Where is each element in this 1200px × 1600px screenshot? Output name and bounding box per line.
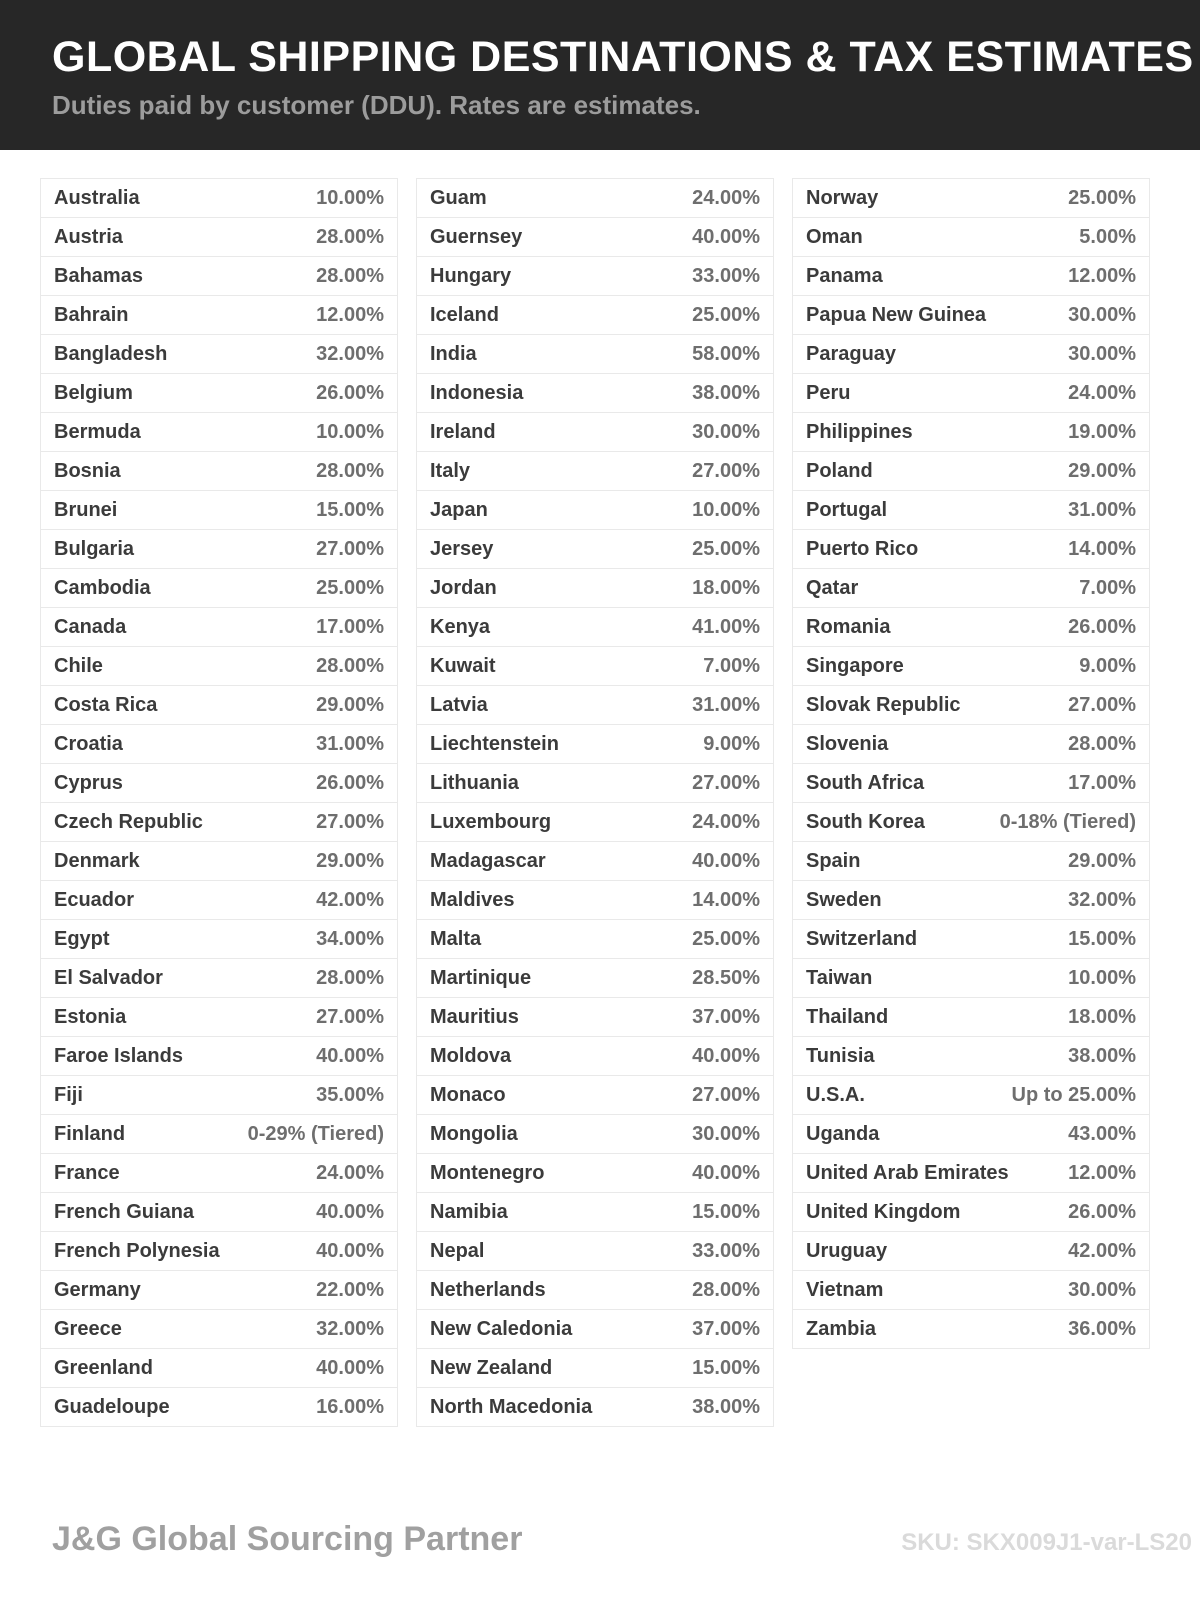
table-row (417, 803, 773, 842)
table-row (41, 374, 397, 413)
country-name: Bahrain (54, 303, 129, 326)
tax-rate-value: 14.00% (1068, 537, 1136, 560)
country-name: Madagascar (430, 849, 546, 872)
country-name: Finland (54, 1122, 126, 1145)
tax-rate-value: 38.00% (692, 381, 760, 404)
brand-name: J&G Global Sourcing Partner (52, 1520, 523, 1558)
table-row (41, 296, 397, 335)
tax-rate-value: 40.00% (692, 1161, 760, 1184)
country-name: Bosnia (54, 459, 121, 482)
country-name: Qatar (806, 576, 859, 599)
tax-rate-value: 33.00% (692, 264, 760, 287)
tax-rate-value: 10.00% (316, 186, 384, 209)
table-row (41, 491, 397, 530)
page-subtitle: Duties paid by customer (DDU). Rates are estimates. (52, 90, 701, 121)
tax-rate-value: 25.00% (316, 576, 384, 599)
country-name: Slovenia (806, 732, 889, 755)
country-name: Greece (54, 1317, 122, 1340)
country-name: Nepal (430, 1239, 485, 1262)
country-name: Malta (430, 927, 482, 950)
country-name: Czech Republic (54, 810, 203, 833)
tax-rate-value: 33.00% (692, 1239, 760, 1262)
country-name: Egypt (54, 927, 110, 950)
country-name: Croatia (54, 732, 123, 755)
country-name: U.S.A. (806, 1083, 865, 1106)
tax-rate-value: 40.00% (316, 1356, 384, 1379)
tax-rate-value: 40.00% (316, 1044, 384, 1067)
table-row (417, 1076, 773, 1115)
table-row (41, 1076, 397, 1115)
country-name: Belgium (54, 381, 133, 404)
country-name: New Zealand (430, 1356, 553, 1379)
country-name: Brunei (54, 498, 118, 521)
country-name: France (54, 1161, 120, 1184)
country-name: United Kingdom (806, 1200, 961, 1223)
table-row (417, 491, 773, 530)
country-name: Moldova (430, 1044, 512, 1067)
table-row (793, 1076, 1149, 1115)
table-row (793, 1193, 1149, 1232)
tax-rate-value: 18.00% (692, 576, 760, 599)
tax-rate-value: 30.00% (1068, 342, 1136, 365)
country-name: North Macedonia (430, 1395, 593, 1418)
country-name: Italy (430, 459, 471, 482)
country-name: Philippines (806, 420, 913, 443)
table-row (41, 1232, 397, 1271)
country-name: Latvia (430, 693, 488, 716)
country-name: Maldives (430, 888, 515, 911)
country-name: Portugal (806, 498, 888, 521)
tax-rate-value: 58.00% (692, 342, 760, 365)
tax-rate-value: 17.00% (316, 615, 384, 638)
tax-rate-value: 42.00% (1068, 1239, 1136, 1262)
table-row (793, 1271, 1149, 1310)
table-row (41, 218, 397, 257)
tax-rate-value: 28.00% (1068, 732, 1136, 755)
tax-rate-value: 32.00% (1068, 888, 1136, 911)
country-name: Cambodia (54, 576, 151, 599)
table-row (793, 1310, 1149, 1348)
country-name: Singapore (806, 654, 904, 677)
table-row (793, 647, 1149, 686)
table-row (41, 998, 397, 1037)
table-row (793, 1037, 1149, 1076)
table-row (41, 1388, 397, 1426)
rates-table-column-3 (792, 178, 1150, 1349)
tax-rate-value: 16.00% (316, 1395, 384, 1418)
tax-rate-value: 29.00% (316, 693, 384, 716)
table-row (41, 647, 397, 686)
tax-rate-value: 25.00% (1068, 186, 1136, 209)
table-row (417, 1115, 773, 1154)
tax-rate-value: 29.00% (1068, 849, 1136, 872)
tax-rate-value: Up to 25.00% (1011, 1083, 1136, 1106)
country-name: Romania (806, 615, 891, 638)
tax-rate-value: 27.00% (316, 1005, 384, 1028)
tax-rate-value: 12.00% (316, 303, 384, 326)
table-row (793, 257, 1149, 296)
page-footer (52, 1520, 1192, 1559)
tax-rate-value: 25.00% (692, 537, 760, 560)
country-name: Luxembourg (430, 810, 552, 833)
tax-rate-value: 31.00% (316, 732, 384, 755)
tax-rate-value: 32.00% (316, 342, 384, 365)
tax-rate-value: 0-18% (Tiered) (999, 810, 1136, 833)
tax-rate-value: 25.00% (692, 303, 760, 326)
country-name: Japan (430, 498, 488, 521)
tax-rate-value: 26.00% (316, 771, 384, 794)
tax-rate-value: 27.00% (316, 537, 384, 560)
country-name: South Korea (806, 810, 925, 833)
table-row (417, 530, 773, 569)
tax-rate-value: 26.00% (1068, 615, 1136, 638)
table-row (793, 569, 1149, 608)
country-name: Thailand (806, 1005, 889, 1028)
table-row (41, 608, 397, 647)
country-name: Papua New Guinea (806, 303, 987, 326)
tax-rate-value: 28.00% (316, 654, 384, 677)
tax-rate-value: 40.00% (316, 1200, 384, 1223)
tax-rate-value: 28.00% (316, 264, 384, 287)
country-name: Germany (54, 1278, 141, 1301)
country-name: Paraguay (806, 342, 897, 365)
country-name: El Salvador (54, 966, 163, 989)
table-row (793, 179, 1149, 218)
table-row (41, 725, 397, 764)
tax-rates-tables (40, 178, 1150, 1427)
country-name: Vietnam (806, 1278, 884, 1301)
table-row (417, 1037, 773, 1076)
tax-rate-value: 15.00% (1068, 927, 1136, 950)
table-row (41, 179, 397, 218)
tax-rate-value: 17.00% (1068, 771, 1136, 794)
table-row (793, 842, 1149, 881)
table-row (793, 1115, 1149, 1154)
table-row (417, 1271, 773, 1310)
tax-rate-value: 10.00% (1068, 966, 1136, 989)
country-name: Guadeloupe (54, 1395, 170, 1418)
tax-rate-value: 27.00% (316, 810, 384, 833)
table-row (417, 1154, 773, 1193)
table-row (793, 1232, 1149, 1271)
country-name: Australia (54, 186, 140, 209)
tax-rate-value: 15.00% (692, 1200, 760, 1223)
tax-rate-value: 15.00% (316, 498, 384, 521)
tax-rate-value: 9.00% (1079, 654, 1136, 677)
tax-rate-value: 24.00% (692, 186, 760, 209)
table-row (41, 920, 397, 959)
country-name: Puerto Rico (806, 537, 919, 560)
table-row (417, 1310, 773, 1349)
country-name: Spain (806, 849, 861, 872)
table-row (793, 764, 1149, 803)
table-row (417, 959, 773, 998)
country-name: Panama (806, 264, 883, 287)
table-row (417, 998, 773, 1037)
country-name: Bangladesh (54, 342, 168, 365)
table-row (417, 881, 773, 920)
country-name: Bahamas (54, 264, 143, 287)
country-name: Jersey (430, 537, 494, 560)
table-row (793, 998, 1149, 1037)
tax-rate-value: 12.00% (1068, 1161, 1136, 1184)
tax-rate-value: 40.00% (692, 1044, 760, 1067)
table-row (793, 413, 1149, 452)
page-title: GLOBAL SHIPPING DESTINATIONS & TAX ESTIMATES (52, 33, 1194, 81)
table-row (417, 179, 773, 218)
country-name: Ireland (430, 420, 496, 443)
country-name: Kuwait (430, 654, 496, 677)
table-row (41, 452, 397, 491)
tax-rate-value: 40.00% (692, 225, 760, 248)
tax-rate-value: 5.00% (1079, 225, 1136, 248)
table-row (41, 686, 397, 725)
country-name: Martinique (430, 966, 532, 989)
table-row (41, 1271, 397, 1310)
country-name: New Caledonia (430, 1317, 573, 1340)
table-row (417, 764, 773, 803)
tax-rate-value: 30.00% (1068, 1278, 1136, 1301)
table-row (793, 920, 1149, 959)
country-name: Bulgaria (54, 537, 135, 560)
table-row (41, 1154, 397, 1193)
tax-rate-value: 30.00% (692, 1122, 760, 1145)
country-name: Slovak Republic (806, 693, 961, 716)
tax-rate-value: 10.00% (692, 498, 760, 521)
tax-rate-value: 43.00% (1068, 1122, 1136, 1145)
country-name: Zambia (806, 1317, 877, 1340)
country-name: Indonesia (430, 381, 524, 404)
table-row (41, 842, 397, 881)
tax-rate-value: 41.00% (692, 615, 760, 638)
tax-rate-value: 37.00% (692, 1317, 760, 1340)
tax-rate-value: 31.00% (1068, 498, 1136, 521)
country-name: Bermuda (54, 420, 141, 443)
tax-rate-value: 42.00% (316, 888, 384, 911)
tax-rate-value: 25.00% (692, 927, 760, 950)
rates-table-column-1 (40, 178, 398, 1427)
table-row (41, 335, 397, 374)
country-name: Mongolia (430, 1122, 518, 1145)
country-name: Faroe Islands (54, 1044, 183, 1067)
table-row (417, 1388, 773, 1426)
table-row (793, 959, 1149, 998)
table-row (417, 608, 773, 647)
tax-rate-value: 22.00% (316, 1278, 384, 1301)
country-name: Norway (806, 186, 879, 209)
tax-rate-value: 40.00% (692, 849, 760, 872)
country-name: Monaco (430, 1083, 506, 1106)
table-row (417, 686, 773, 725)
table-row (41, 569, 397, 608)
country-name: Guam (430, 186, 487, 209)
table-row (41, 413, 397, 452)
table-row (41, 881, 397, 920)
country-name: Lithuania (430, 771, 519, 794)
rates-table-column-2 (416, 178, 774, 1427)
table-row (417, 1193, 773, 1232)
table-row (793, 608, 1149, 647)
table-row (417, 218, 773, 257)
tax-rate-value: 35.00% (316, 1083, 384, 1106)
tax-rate-value: 40.00% (316, 1239, 384, 1262)
table-row (417, 296, 773, 335)
table-row (793, 491, 1149, 530)
country-name: Poland (806, 459, 873, 482)
tax-rate-value: 32.00% (316, 1317, 384, 1340)
tax-rate-value: 30.00% (1068, 303, 1136, 326)
country-name: South Africa (806, 771, 925, 794)
tax-rate-value: 24.00% (692, 810, 760, 833)
table-row (417, 1232, 773, 1271)
tax-rate-value: 28.00% (316, 225, 384, 248)
table-row (417, 452, 773, 491)
country-name: Denmark (54, 849, 140, 872)
country-name: Kenya (430, 615, 491, 638)
sku-label: SKU: SKX009J1-var-LS20 (901, 1529, 1192, 1556)
tax-rate-value: 29.00% (1068, 459, 1136, 482)
table-row (41, 1349, 397, 1388)
tax-rate-value: 7.00% (703, 654, 760, 677)
table-row (417, 569, 773, 608)
country-name: Costa Rica (54, 693, 158, 716)
country-name: Montenegro (430, 1161, 545, 1184)
table-row (793, 296, 1149, 335)
tax-rate-value: 26.00% (316, 381, 384, 404)
table-row (793, 530, 1149, 569)
table-row (417, 374, 773, 413)
table-row (41, 1115, 397, 1154)
tax-rate-value: 36.00% (1068, 1317, 1136, 1340)
table-row (793, 803, 1149, 842)
country-name: Canada (54, 615, 127, 638)
tax-rate-value: 7.00% (1079, 576, 1136, 599)
table-row (417, 920, 773, 959)
table-row (793, 1154, 1149, 1193)
country-name: Chile (54, 654, 103, 677)
country-name: Mauritius (430, 1005, 519, 1028)
tax-rate-value: 0-29% (Tiered) (247, 1122, 384, 1145)
tax-rate-value: 15.00% (692, 1356, 760, 1379)
tax-rate-value: 37.00% (692, 1005, 760, 1028)
table-row (41, 257, 397, 296)
table-row (417, 647, 773, 686)
table-row (417, 842, 773, 881)
country-name: Liechtenstein (430, 732, 559, 755)
country-name: Switzerland (806, 927, 918, 950)
table-row (417, 335, 773, 374)
tax-rate-value: 19.00% (1068, 420, 1136, 443)
tax-rate-value: 28.50% (692, 966, 760, 989)
tax-rate-value: 18.00% (1068, 1005, 1136, 1028)
tax-rate-value: 27.00% (692, 459, 760, 482)
country-name: Fiji (54, 1083, 83, 1106)
country-name: Guernsey (430, 225, 523, 248)
tax-rate-value: 34.00% (316, 927, 384, 950)
tax-rate-value: 14.00% (692, 888, 760, 911)
country-name: Iceland (430, 303, 499, 326)
table-row (41, 803, 397, 842)
table-row (41, 1193, 397, 1232)
country-name: India (430, 342, 477, 365)
table-row (417, 257, 773, 296)
tax-rate-value: 38.00% (1068, 1044, 1136, 1067)
tax-rate-value: 30.00% (692, 420, 760, 443)
tax-rate-value: 31.00% (692, 693, 760, 716)
country-name: Hungary (430, 264, 512, 287)
country-name: Oman (806, 225, 863, 248)
tax-rate-value: 24.00% (1068, 381, 1136, 404)
tax-rate-value: 12.00% (1068, 264, 1136, 287)
tax-rate-value: 27.00% (1068, 693, 1136, 716)
tax-rate-value: 27.00% (692, 771, 760, 794)
tax-rate-value: 28.00% (692, 1278, 760, 1301)
tax-rate-value: 38.00% (692, 1395, 760, 1418)
table-row (793, 725, 1149, 764)
country-name: Cyprus (54, 771, 123, 794)
table-row (41, 764, 397, 803)
country-name: Ecuador (54, 888, 135, 911)
table-row (793, 881, 1149, 920)
country-name: French Guiana (54, 1200, 195, 1223)
tax-rate-value: 27.00% (692, 1083, 760, 1106)
country-name: Sweden (806, 888, 882, 911)
country-name: Estonia (54, 1005, 127, 1028)
country-name: Austria (54, 225, 123, 248)
table-row (793, 374, 1149, 413)
table-row (793, 218, 1149, 257)
country-name: Jordan (430, 576, 497, 599)
country-name: Netherlands (430, 1278, 546, 1301)
table-row (41, 959, 397, 998)
table-row (793, 335, 1149, 374)
table-row (417, 1349, 773, 1388)
table-row (41, 530, 397, 569)
page-header (0, 0, 1200, 150)
country-name: Greenland (54, 1356, 153, 1379)
table-row (41, 1310, 397, 1349)
country-name: Taiwan (806, 966, 873, 989)
country-name: Uganda (806, 1122, 880, 1145)
country-name: French Polynesia (54, 1239, 220, 1262)
tax-rate-value: 9.00% (703, 732, 760, 755)
tax-rate-value: 10.00% (316, 420, 384, 443)
country-name: Peru (806, 381, 851, 404)
country-name: Tunisia (806, 1044, 875, 1067)
tax-rate-value: 29.00% (316, 849, 384, 872)
country-name: United Arab Emirates (806, 1161, 1009, 1184)
country-name: Uruguay (806, 1239, 888, 1262)
tax-rate-value: 28.00% (316, 966, 384, 989)
tax-rate-value: 26.00% (1068, 1200, 1136, 1223)
table-row (417, 725, 773, 764)
table-row (417, 413, 773, 452)
tax-rate-value: 24.00% (316, 1161, 384, 1184)
tax-rate-value: 28.00% (316, 459, 384, 482)
country-name: Namibia (430, 1200, 508, 1223)
table-row (41, 1037, 397, 1076)
table-row (793, 452, 1149, 491)
table-row (793, 686, 1149, 725)
